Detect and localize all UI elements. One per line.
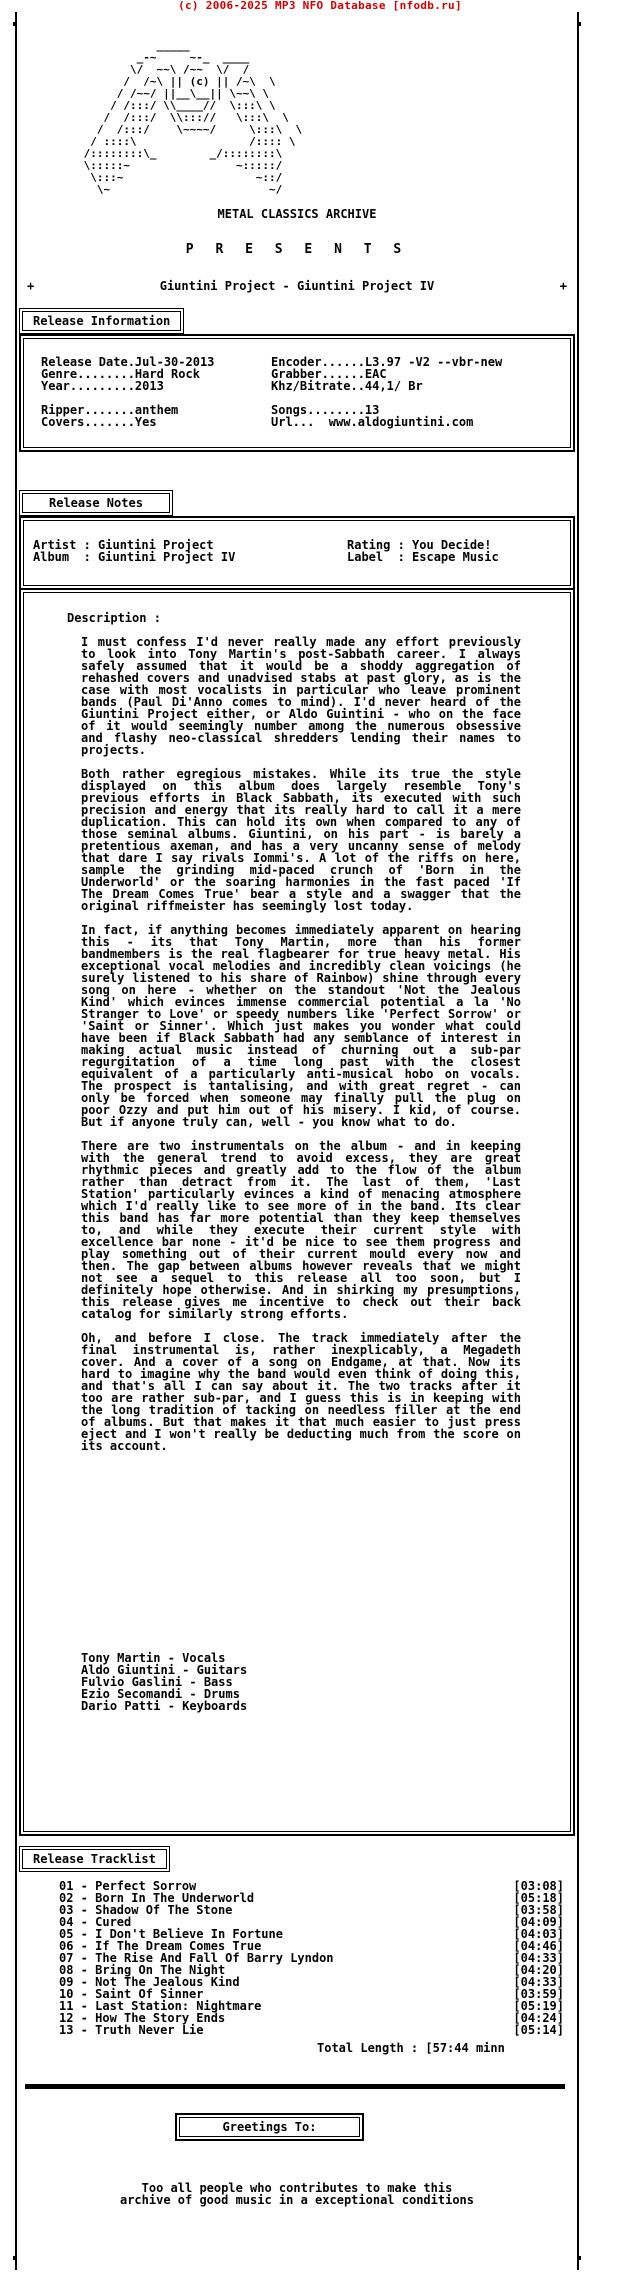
greetings-text: Too all people who contributes to make this archive of good music in a exceptional conditions bbox=[119, 2181, 474, 2207]
track-duration: [05:19] bbox=[513, 1999, 564, 2013]
track-duration: [05:18] bbox=[513, 1891, 564, 1905]
release-info-tab-label: Release Information bbox=[22, 311, 181, 331]
track-title: 10 - Saint Of Sinner bbox=[59, 1987, 204, 2001]
lineup-item: Aldo Giuntini - Guitars bbox=[81, 1663, 248, 1677]
track-title: 04 - Cured bbox=[59, 1915, 132, 1929]
track-duration: [05:14] bbox=[513, 2023, 564, 2037]
greetings-label: Greetings To: bbox=[179, 2117, 360, 2137]
track-title: 08 - Bring On The Night bbox=[59, 1963, 226, 1977]
track-duration: [04:46] bbox=[513, 1939, 564, 1953]
lineup-item: Tony Martin - Vocals bbox=[81, 1651, 226, 1665]
track-title: 12 - How The Story Ends bbox=[59, 2011, 226, 2025]
track-title: 06 - If The Dream Comes True bbox=[59, 1939, 262, 1953]
lineup bbox=[81, 1652, 247, 1712]
release-title: Giuntini Project - Giuntini Project IV bbox=[159, 279, 435, 293]
paragraph: Both rather egregious mistakes. While its true the style displayed on this album does largely resemble Tony's previous efforts in Black Sabbath, its executed with such precision and energy that its really hard to call it a mere duplication. This can hold its own when compared to any of those seminal albums. Giuntini, on his part - is barely a pretentious axeman, and has a very uncanny sense of melody that dare I say rivals Iommi's. A lot of the riffs on here, sample the grinding mid-paced crunch of 'Born in the Underworld' or the soaring harmonies in the fast paced 'If The Dream Comes True' bear a style and a swagger that the original riffmeister has seemingly lost today. bbox=[81, 767, 521, 913]
track-row bbox=[59, 1904, 564, 1916]
corner-mark bbox=[13, 22, 17, 26]
paragraph: There are two instrumentals on the album - and in keeping with the general trend to avoid excess, they are great rhythmic pieces and greatly add to the flow of the album rather than detract from it. The last of them, 'Last Station' particularly evinces a kind of menacing atmosphere which I'd really like to see more of in the band. Its clear this band has far more potential than they keep themselves to, and while they execute their current style with excellence bar none - it'd be nice to see them progress and play something out of their current mould every now and then. The gap between albums however reveals that we might not see a sequel to this release all too soon, but I definitely hope otherwise. And in shirking my presumptions, this release gives me incentive to check out their back catalog for similarly strong efforts. bbox=[81, 1139, 521, 1321]
divider bbox=[25, 2084, 565, 2089]
track-title: 02 - Born In The Underworld bbox=[59, 1891, 255, 1905]
artist-album: Artist : Giuntini Project Album : Giuntini Project IV bbox=[33, 538, 236, 564]
release-notes-tab-label: Release Notes bbox=[22, 493, 170, 513]
presents-heading: P R E S E N T S bbox=[185, 242, 409, 257]
lineup-item: Dario Patti - Keyboards bbox=[81, 1699, 248, 1713]
release-info-tab bbox=[19, 308, 184, 334]
track-duration: [04:20] bbox=[513, 1963, 564, 1977]
track-duration: [04:24] bbox=[513, 2011, 564, 2025]
lineup-item: Ezio Secomandi - Drums bbox=[81, 1687, 240, 1701]
plus-marker: + bbox=[559, 279, 567, 293]
greetings-label-box bbox=[175, 2113, 364, 2141]
corner-mark bbox=[577, 22, 581, 26]
track-title: 09 - Not The Jealous Kind bbox=[59, 1975, 240, 1989]
ascii-logo: _____ _-~ ~-_ ____ \/ ~~\ /~~ \/ / / /~\ || (c) || /~\ \ / /~~/ ||__\__|| \~~\ \ / /:::/ \\____// \:::\ \ / /:::/ \\:::// \:::\ \ / /:::/ \~~~~/ \:::\ \ / ::::\ /:::: \ /::::::::\_ _/::::::::\ \:::::~ ~:::::/ \:::~ ~::/ \~ ~/ bbox=[83, 39, 303, 196]
track-title: 03 - Shadow Of The Stone bbox=[59, 1903, 233, 1917]
copyright-banner: (c) 2006-2025 MP3 NFO Database [nfodb.ru] bbox=[178, 0, 462, 12]
track-row bbox=[59, 2024, 564, 2036]
corner-mark bbox=[577, 2256, 581, 2260]
track-duration: [04:33] bbox=[513, 1975, 564, 1989]
track-duration: [04:33] bbox=[513, 1951, 564, 1965]
release-notes-tab bbox=[19, 490, 173, 516]
paragraph: Oh, and before I close. The track immediately after the final instrumental is, rather inexplicably, a Megadeth cover. And a cover of a song on Endgame, at that. Now its hard to imagine why the band would even think of doing this, and that's all I can say about it. The two tracks after it too are rather sub-par, and I guess this is in keeping with the long tradition of tacking on needless filler at the end of albums. But that makes it that much easier to just press eject and I won't really be deducting much from the score on its account. bbox=[81, 1331, 521, 1453]
track-duration: [04:03] bbox=[513, 1927, 564, 1941]
description-label: Description : bbox=[67, 611, 161, 625]
track-list bbox=[59, 1880, 564, 2036]
track-duration: [04:09] bbox=[513, 1915, 564, 1929]
track-duration: [03:59] bbox=[513, 1987, 564, 2001]
release-info-left: Release Date.Jul-30-2013 Genre........Hard Rock Year.........2013 Ripper.......anthem Covers.......Yes bbox=[41, 355, 215, 429]
total-length: Total Length : [57:44 minn bbox=[317, 2041, 505, 2055]
track-duration: [03:58] bbox=[513, 1903, 564, 1917]
track-title: 05 - I Don't Believe In Fortune bbox=[59, 1927, 283, 1941]
paragraph: In fact, if anything becomes immediately apparent on hearing this - its that Tony Martin, more than his former bandmembers is the real flagbearer for true heavy metal. His exceptional vocal melodies and incredibly clean voicings (he surely listened to his share of Rainbow) shine through every song on here - whether on the standout 'Not the Jealous Kind' which evinces immense commercial potential a la 'No Stranger to Love' or speedy numbers like 'Perfect Sorrow' or 'Saint or Sinner'. Which just makes you wonder what could have been if Black Sabbath had any semblance of interest in making actual music instead of churning out a sub-par regurgitation of a time long past with the closest equivalent of a particularly anti-musical hobo on vocals. The prospect is tantalising, and with great regret - can only be forced when someone may finally pull the plug on poor Ozzy and put him out of his misery. I kid, of course. But if anyone truly can, well - you know what to do. bbox=[81, 923, 521, 1129]
track-duration: [03:08] bbox=[513, 1879, 564, 1893]
track-title: 01 - Perfect Sorrow bbox=[59, 1879, 197, 1893]
tracklist-tab-label: Release Tracklist bbox=[22, 1849, 167, 1869]
logo-caption: METAL CLASSICS ARCHIVE bbox=[217, 207, 377, 221]
track-title: 11 - Last Station: Nightmare bbox=[59, 1999, 262, 2013]
paragraph: I must confess I'd never really made any effort previously to look into Tony Martin's post-Sabbath career. I always safely assumed that it would be a shoddy aggregation of rehashed covers and unadvised stabs at past glory, as is the case with most vocalists in particular who leave prominent bands (Paul Di'Anno comes to mind). I'd never heard of the Giuntini Project either, or Aldo Guintini - who on the face of it would seemingly number among the numerous obsessive and flashy neo-classical shredders lending their names to projects. bbox=[81, 635, 521, 757]
track-title: 13 - Truth Never Lie bbox=[59, 2023, 204, 2037]
release-info-right: Encoder......L3.97 -V2 --vbr-new Grabber......EAC Khz/Bitrate..44,1/ Br Songs........13 Url... www.aldogiuntini.com bbox=[271, 355, 503, 429]
plus-marker: + bbox=[27, 279, 35, 293]
description-text bbox=[81, 636, 521, 1464]
tracklist-tab bbox=[19, 1846, 170, 1872]
corner-mark bbox=[13, 2256, 17, 2260]
nfo-frame bbox=[15, 12, 579, 2270]
lineup-item: Fulvio Gaslini - Bass bbox=[81, 1675, 233, 1689]
rating-label: Rating : You Decide! Label : Escape Music bbox=[347, 538, 499, 564]
track-title: 07 - The Rise And Fall Of Barry Lyndon bbox=[59, 1951, 334, 1965]
